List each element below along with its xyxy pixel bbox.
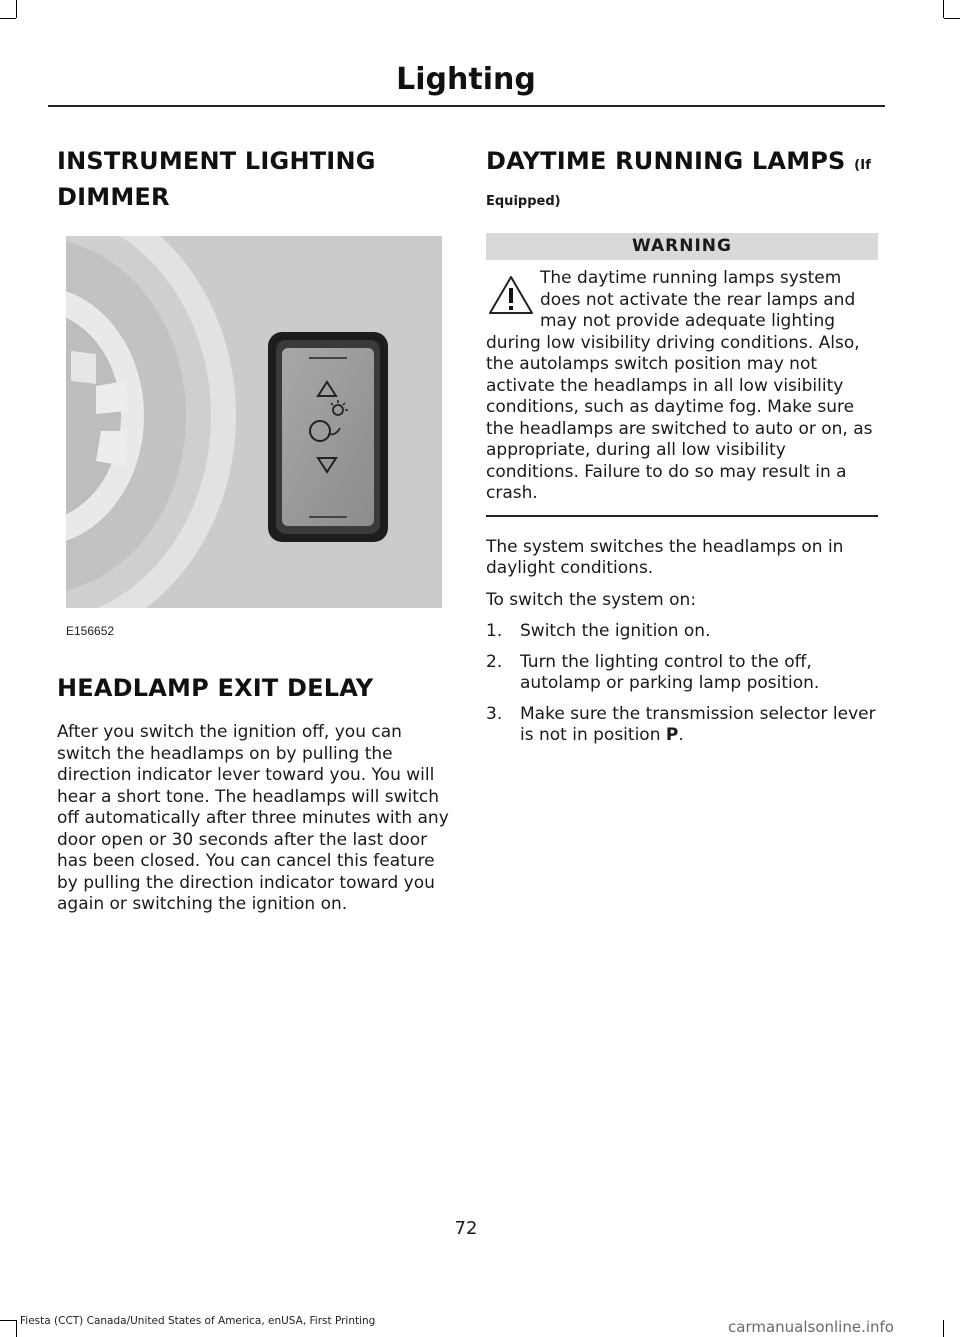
- list-item: [486, 704, 878, 747]
- watermark: carmanualsonline.info: [728, 1318, 894, 1336]
- page-header-title: Lighting: [396, 62, 536, 97]
- drl-paragraph-2: To switch the system on:: [486, 589, 697, 610]
- crop-mark: [0, 1320, 16, 1321]
- left-column: [57, 145, 447, 213]
- footer-text: Fiesta (CCT) Canada/United States of America, enUSA, First Printing: [20, 1315, 376, 1327]
- drl-heading-suffix-2: Equipped): [486, 194, 561, 209]
- list-item: [486, 652, 878, 695]
- step-number: 2.: [486, 651, 503, 672]
- warning-box: [486, 233, 878, 517]
- drl-steps-list: [486, 621, 878, 747]
- crop-mark: [16, 0, 17, 18]
- warning-triangle-icon: [488, 274, 534, 316]
- page-number: 72: [454, 1218, 478, 1239]
- crop-mark: [943, 0, 944, 18]
- warning-title: WARNING: [486, 233, 878, 260]
- headlamp-exit-paragraph: After you switch the ignition off, you can switch the headlamps on by pulling the direction indicator lever toward you. You will hear a short tone. The headlamps will switch off automatically after three minutes with any door open or 30 seconds after the last door has been closed. You can cancel this feature by pulling the direction indicator toward you again or switching the ignition on.: [57, 722, 449, 914]
- step-bold-p: P: [665, 725, 679, 745]
- step-text-end: .: [678, 725, 684, 745]
- dimmer-switch-illustration: [66, 236, 442, 608]
- drl-heading-text: DAYTIME RUNNING LAMPS: [486, 147, 846, 175]
- header-divider: [48, 105, 885, 107]
- crop-mark: [0, 18, 16, 19]
- crop-mark: [943, 1320, 944, 1337]
- list-item: [486, 621, 878, 643]
- dashboard-light-icon: [66, 236, 442, 608]
- drl-paragraph-1: The system switches the headlamps on in daylight conditions.: [486, 536, 844, 578]
- heading-line-2: DIMMER: [57, 183, 170, 211]
- right-column: [486, 145, 878, 756]
- drl-heading-suffix: (If: [854, 158, 872, 173]
- crop-mark: [944, 18, 960, 19]
- step-text: Switch the ignition on.: [520, 621, 711, 641]
- section-heading-instrument-dimmer: [57, 145, 447, 213]
- step-number: 3.: [486, 703, 503, 724]
- heading-line-1: INSTRUMENT LIGHTING: [57, 147, 376, 175]
- step-text: Make sure the transmission selector lever is not in position: [520, 703, 876, 745]
- warning-body: [486, 268, 878, 505]
- warning-divider: [486, 515, 878, 517]
- section-heading-drl: [486, 145, 878, 182]
- section-heading-headlamp-exit-delay: HEADLAMP EXIT DELAY: [57, 674, 374, 702]
- figure-label: E156652: [66, 624, 115, 638]
- step-number: 1.: [486, 621, 503, 641]
- headlamp-exit-section: [57, 672, 449, 916]
- step-text: Turn the lighting control to the off, autolamp or parking lamp position.: [520, 651, 820, 693]
- crop-mark: [16, 1320, 17, 1337]
- warning-text: The daytime running lamps system does not activate the rear lamps and may not provide adequate lighting during low visibility driving conditions. Also, the autolamps switch position may not activate the headlamps in all low visibility conditions, such as daytime fog. Make sure the headlamps are switched to auto or on, as appropriate, during all low visibility conditions. Failure to do so may result in a crash.: [486, 268, 873, 503]
